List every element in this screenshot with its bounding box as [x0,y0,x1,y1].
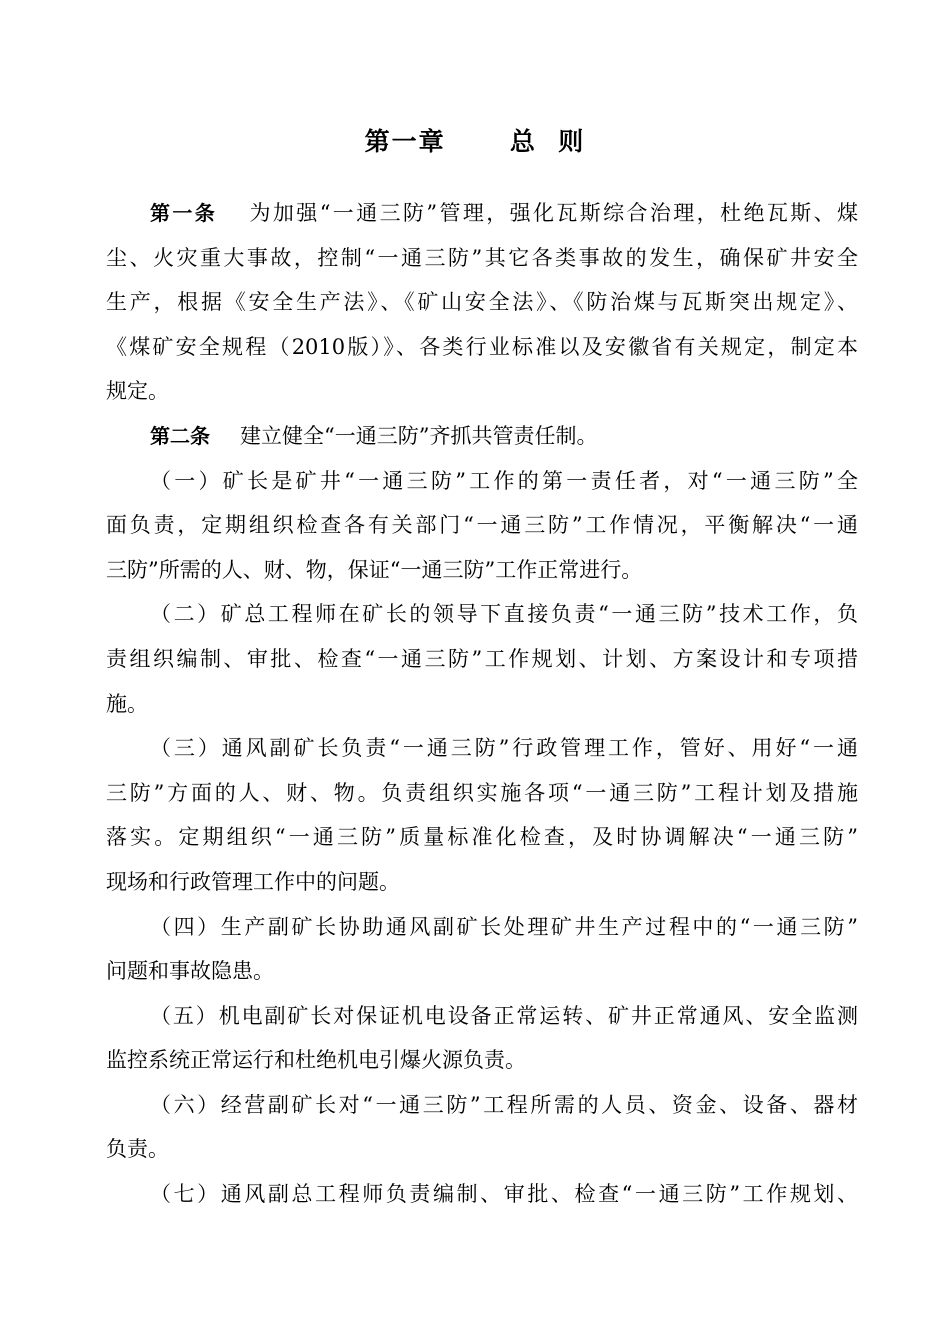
item-3 [106,726,858,904]
document-body [106,191,858,1217]
text-line: 问题和事故隐患。 [106,959,274,984]
text-line: 三防”方面的人、财、物。负责组织实施各项“一通三防”工程计划及措施 [106,780,858,805]
text-line: 规定。 [106,379,169,404]
text-line: （三）通风副矿长负责“一通三防”行政管理工作，管好、用好“一通 [150,736,858,761]
text-line: 落实。定期组织“一通三防”质量标准化检查，及时协调解决“一通三防” [106,825,858,850]
text-line: （四）生产副矿长协助通风副矿长处理矿井生产过程中的“一通三防” [150,914,858,939]
item-2 [106,592,858,726]
text-line: （一）矿长是矿井“一通三防”工作的第一责任者，对“一通三防”全 [150,468,858,493]
text-line: （五）机电副矿长对保证机电设备正常运转、矿井正常通风、安全监测 [150,1003,858,1028]
text-line: 施。 [106,691,148,716]
item-1 [106,459,858,593]
text-line [106,191,858,236]
text-line: 生产，根据《安全生产法》、《矿山安全法》、《防治煤与瓦斯突出规定》、 [106,290,858,315]
text-line [106,414,858,459]
article-1 [106,191,858,414]
text-line: 尘、火灾重大事故，控制“一通三防”其它各类事故的发生，确保矿井安全 [106,245,858,270]
text-line: 三防”所需的人、财、物，保证“一通三防”工作正常进行。 [106,557,643,582]
item-5 [106,994,858,1083]
article-label: 第一条 [150,201,218,225]
text-line: （六）经营副矿长对“一通三防”工程所需的人员、资金、设备、器材 [150,1092,858,1117]
text-line: 《煤矿安全规程（2010版）》、各类行业标准以及安徽省有关规定，制定本 [106,334,858,359]
text-line: 监控系统正常运行和杜绝机电引爆火源负责。 [106,1048,526,1073]
item-7 [106,1172,858,1217]
chapter-title: 第一章 总 则 [364,127,586,156]
text-line: 负责。 [106,1137,169,1162]
article-2 [106,414,858,459]
text-line: （七）通风副总工程师负责编制、审批、检查“一通三防”工作规划、 [150,1182,858,1207]
line-text: 建立健全“一通三防”齐抓共管责任制。 [240,423,598,448]
item-4 [106,905,858,994]
item-6 [106,1083,858,1172]
text-line: （二）矿总工程师在矿长的领导下直接负责“一通三防”技术工作，负 [150,602,858,627]
article-label: 第二条 [150,423,210,448]
text-line: 责组织编制、审批、检查“一通三防”工作规划、计划、方案设计和专项措 [106,646,858,671]
line-text: 为加强“一通三防”管理，强化瓦斯综合治理，杜绝瓦斯、煤 [247,201,858,225]
text-line: 面负责，定期组织检查各有关部门“一通三防”工作情况，平衡解决“一通 [106,513,858,538]
text-line: 现场和行政管理工作中的问题。 [106,869,400,894]
